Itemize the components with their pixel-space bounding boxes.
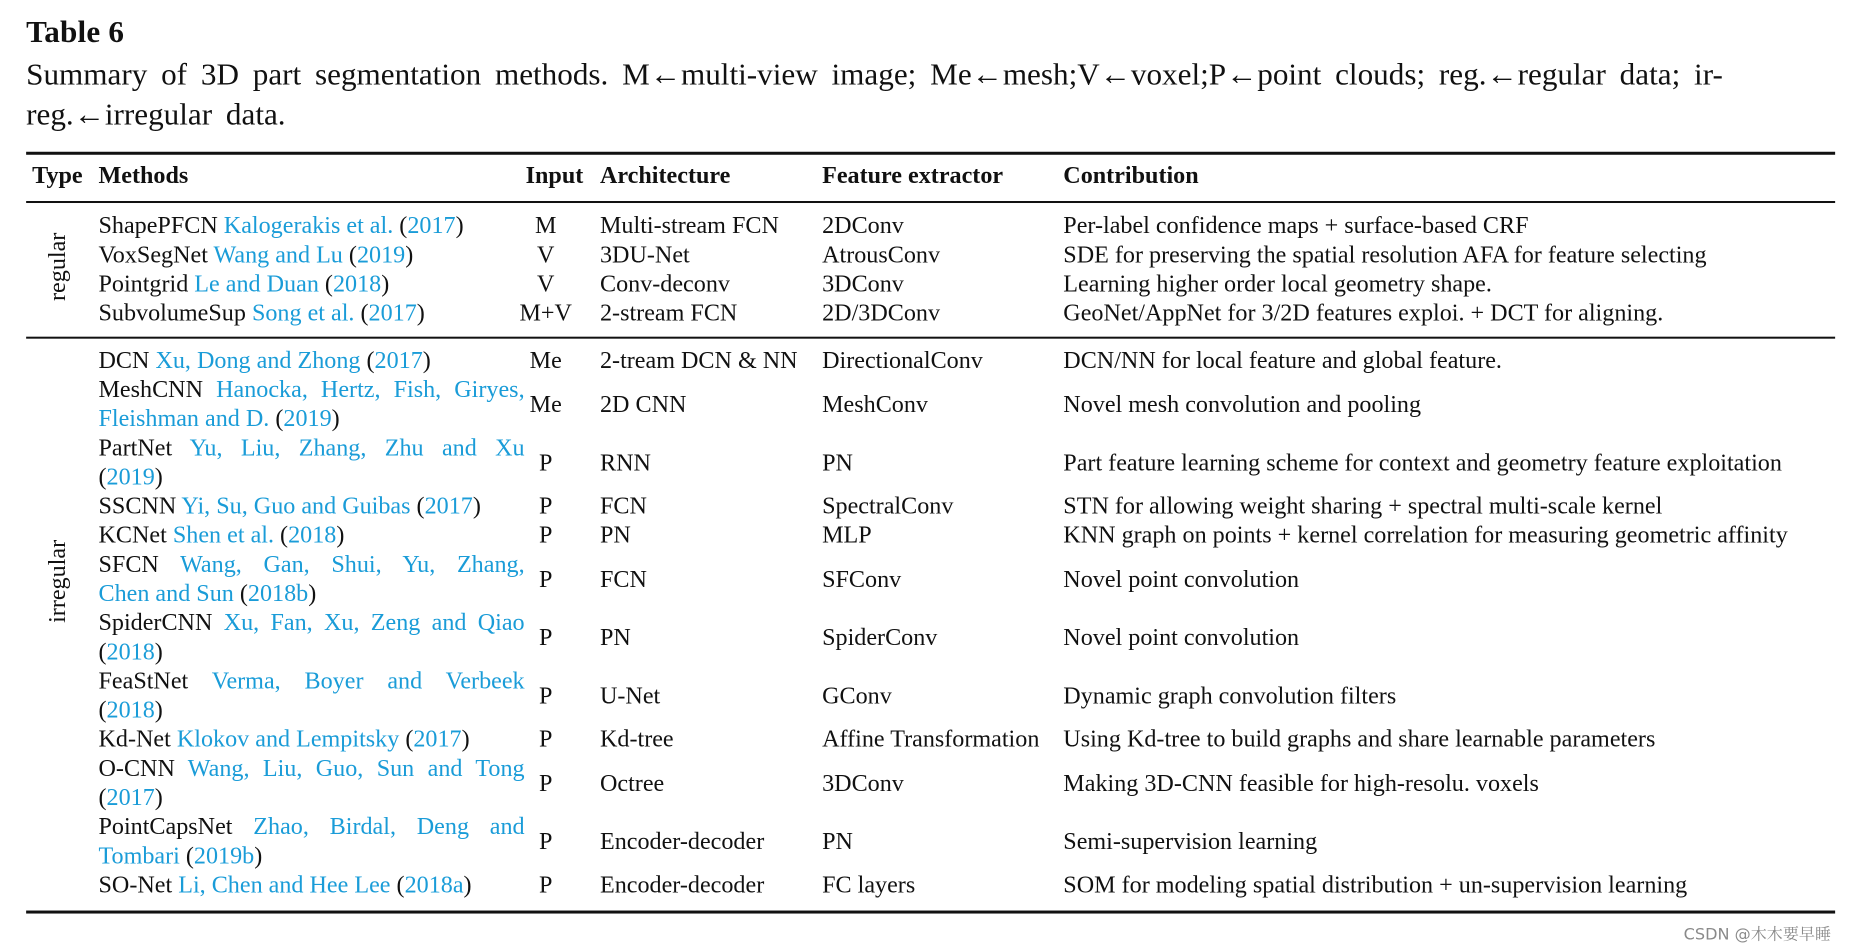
- architecture-cell: 2D CNN: [599, 391, 687, 419]
- citation-authors-cont[interactable]: Fleishman and D.: [98, 406, 270, 433]
- contribution-cell: Part feature learning scheme for context and geometry feature exploitation: [1063, 450, 1782, 477]
- contribution-cell: Using Kd-tree to build graphs and share learnable parameters: [1063, 726, 1656, 753]
- contribution-cell: Novel point convolution: [1063, 566, 1300, 593]
- contribution-cell: Semi-supervision learning: [1063, 829, 1318, 856]
- citation-year[interactable]: 2019: [356, 242, 406, 269]
- method-name: O-CNN: [98, 755, 175, 782]
- feature-extractor-cell: AtrousConv: [822, 242, 941, 269]
- contribution-cell: DCN/NN for local feature and global feature.: [1063, 347, 1502, 374]
- input-cell: M+V: [519, 300, 572, 327]
- citation-authors-cont[interactable]: Chen and Sun: [98, 580, 234, 608]
- citation-authors[interactable]: Wang, Liu, Guo, Sun and Tong: [187, 755, 525, 782]
- header-rule: [26, 201, 1835, 203]
- citation-authors[interactable]: Yu, Liu, Zhang, Zhu and Xu: [189, 435, 525, 462]
- group-label-irregular: irregular: [44, 539, 71, 623]
- header-feature-extractor: Feature extractor: [822, 162, 1004, 189]
- feature-extractor-cell: 3DConv: [822, 271, 904, 298]
- feature-extractor-cell: MLP: [822, 522, 872, 549]
- citation-authors[interactable]: Song et al.: [251, 300, 355, 327]
- header-methods: Methods: [98, 162, 189, 189]
- feature-extractor-cell: 3DConv: [822, 770, 904, 797]
- method-name: MeshCNN: [98, 376, 204, 404]
- citation-year[interactable]: 2019: [283, 406, 332, 433]
- architecture-cell: 2-tream DCN & NN: [599, 347, 798, 374]
- group-separator-rule: [26, 337, 1835, 339]
- citation-year[interactable]: 2017: [407, 213, 456, 240]
- citation-authors[interactable]: Kalogerakis et al.: [223, 213, 394, 240]
- citation-authors-cont[interactable]: Tombari: [98, 843, 180, 870]
- feature-extractor-cell: 2D/3DConv: [822, 300, 941, 327]
- architecture-cell: Kd-tree: [599, 726, 674, 753]
- feature-extractor-cell: GConv: [822, 683, 892, 710]
- contribution-cell: Dynamic graph convolution filters: [1063, 683, 1397, 710]
- input-cell: V: [536, 242, 555, 269]
- method-cell: O-CNN Wang, Liu, Guo, Sun and Tong (2017): [98, 755, 525, 812]
- feature-extractor-cell: MeshConv: [822, 391, 928, 419]
- watermark: CSDN @木木要早睡: [1683, 924, 1832, 944]
- input-cell: P: [538, 770, 553, 797]
- input-cell: M: [534, 213, 557, 240]
- table-caption: [26, 54, 1833, 134]
- feature-extractor-cell: SFConv: [822, 566, 902, 593]
- method-name: Pointgrid: [98, 271, 189, 298]
- method-name: Kd-Net: [98, 726, 171, 753]
- method-name: PartNet: [98, 435, 173, 462]
- input-cell: P: [538, 683, 553, 710]
- input-cell: P: [538, 450, 553, 477]
- citation-authors[interactable]: Klokov and Lempitsky: [176, 726, 400, 753]
- method-name: PointCapsNet: [98, 814, 233, 841]
- citation-year[interactable]: 2017: [374, 347, 423, 374]
- architecture-cell: FCN: [599, 566, 647, 593]
- caption-line-2: reg.←irregular data.: [26, 96, 286, 132]
- header-architecture: Architecture: [599, 162, 731, 189]
- citation-authors[interactable]: Verma, Boyer and Verbeek: [211, 668, 525, 695]
- feature-extractor-cell: 2DConv: [822, 213, 904, 240]
- method-cell: Pointgrid Le and Duan (2018): [98, 271, 390, 298]
- method-name: VoxSegNet: [98, 242, 208, 269]
- contribution-cell: SDE for preserving the spatial resolution AFA for feature selecting: [1063, 242, 1707, 269]
- input-cell: Me: [529, 391, 562, 419]
- header-type: Type: [32, 162, 83, 189]
- citation-year[interactable]: 2019: [106, 464, 155, 491]
- citation-authors[interactable]: Wang and Lu: [213, 242, 343, 269]
- table-label: Table 6: [26, 14, 125, 50]
- method-name: FeaStNet: [98, 668, 189, 695]
- method-cell: PartNet Yu, Liu, Zhang, Zhu and Xu (2019): [98, 435, 525, 491]
- contribution-cell: GeoNet/AppNet for 3/2D features exploi. + DCT for aligning.: [1063, 300, 1664, 327]
- bottom-rule: [26, 911, 1835, 914]
- top-rule: [26, 152, 1835, 155]
- architecture-cell: Octree: [599, 770, 665, 797]
- architecture-cell: 2-stream FCN: [599, 300, 738, 327]
- feature-extractor-cell: DirectionalConv: [822, 347, 983, 374]
- citation-authors[interactable]: Li, Chen and Hee Lee: [178, 872, 391, 899]
- input-cell: P: [538, 522, 553, 549]
- citation-year[interactable]: 2018b: [247, 580, 309, 608]
- contribution-cell: Learning higher order local geometry shape.: [1063, 271, 1492, 298]
- citation-year[interactable]: 2018a: [404, 872, 464, 899]
- method-cell: VoxSegNet Wang and Lu (2019): [98, 242, 414, 269]
- method-cell: SO-Net Li, Chen and Hee Lee (2018a): [98, 872, 472, 899]
- header-contribution: Contribution: [1063, 162, 1199, 189]
- citation-year[interactable]: 2017: [424, 493, 473, 520]
- method-name: SpiderCNN: [98, 610, 213, 637]
- method-cell: SSCNN Yi, Su, Guo and Guibas (2017): [98, 493, 481, 520]
- input-cell: P: [538, 625, 553, 652]
- method-name: DCN: [98, 347, 150, 374]
- citation-authors[interactable]: Shen et al.: [172, 522, 275, 549]
- feature-extractor-cell: PN: [822, 450, 853, 477]
- architecture-cell: Multi-stream FCN: [599, 213, 779, 240]
- contribution-cell: STN for allowing weight sharing + spectral multi-scale kernel: [1063, 493, 1663, 520]
- method-cell: PointCapsNet Zhao, Birdal, Deng and Tombari (2019b): [98, 814, 525, 870]
- contribution-cell: KNN graph on points + kernel correlation for measuring geometric affinity: [1063, 522, 1788, 549]
- citation-year[interactable]: 2019b: [193, 843, 255, 870]
- citation-year[interactable]: 2017: [106, 784, 155, 812]
- group-label-regular: regular: [44, 232, 71, 301]
- header-input: Input: [525, 162, 584, 189]
- method-cell: SubvolumeSup Song et al. (2017): [98, 300, 425, 327]
- architecture-cell: Encoder-decoder: [599, 872, 765, 899]
- method-cell: SpiderCNN Xu, Fan, Xu, Zeng and Qiao (2018): [98, 610, 525, 666]
- citation-year[interactable]: 2017: [413, 726, 462, 753]
- method-name: SO-Net: [98, 872, 173, 899]
- method-cell: ShapePFCN Kalogerakis et al. (2017): [98, 213, 464, 240]
- method-name: SFCN: [98, 551, 159, 578]
- method-name: SubvolumeSup: [98, 300, 246, 327]
- architecture-cell: 3DU-Net: [599, 242, 690, 269]
- citation-year[interactable]: 2018: [106, 639, 155, 666]
- citation-year[interactable]: 2018: [106, 697, 155, 724]
- input-cell: V: [536, 271, 555, 298]
- method-name: ShapePFCN: [98, 213, 218, 240]
- citation-year[interactable]: 2018: [332, 271, 382, 298]
- architecture-cell: PN: [599, 522, 631, 549]
- architecture-cell: PN: [599, 625, 631, 652]
- feature-extractor-cell: SpiderConv: [822, 625, 938, 652]
- caption-line-1: Summary of 3D part segmentation methods. M←multi-view image; Me←mesh;V←voxel;P←point clouds; reg.←regular data; ir-: [26, 56, 1723, 92]
- contribution-cell: SOM for modeling spatial distribution + un-supervision learning: [1063, 872, 1688, 899]
- citation-authors[interactable]: Zhao, Birdal, Deng and: [253, 814, 525, 841]
- method-cell: Kd-Net Klokov and Lempitsky (2017): [98, 726, 470, 753]
- method-cell: KCNet Shen et al. (2018): [98, 522, 345, 549]
- method-name: KCNet: [98, 522, 167, 549]
- architecture-cell: Encoder-decoder: [599, 829, 765, 856]
- method-name: SSCNN: [98, 493, 177, 520]
- input-cell: P: [538, 872, 553, 899]
- input-cell: P: [538, 829, 553, 856]
- input-cell: Me: [529, 347, 562, 374]
- contribution-cell: Per-label confidence maps + surface-based CRF: [1063, 213, 1529, 240]
- citation-authors[interactable]: Yi, Su, Guo and Guibas: [181, 493, 411, 520]
- method-cell: MeshCNN Hanocka, Hertz, Fish, Giryes, Fleishman and D. (2019): [98, 376, 525, 433]
- feature-extractor-cell: SpectralConv: [822, 493, 954, 520]
- input-cell: P: [538, 726, 553, 753]
- architecture-cell: Conv-deconv: [599, 271, 730, 298]
- feature-extractor-cell: FC layers: [822, 872, 916, 899]
- citation-year[interactable]: 2017: [368, 300, 417, 327]
- architecture-cell: U-Net: [599, 683, 661, 710]
- input-cell: P: [538, 566, 553, 593]
- architecture-cell: FCN: [599, 493, 647, 520]
- contribution-cell: Making 3D-CNN feasible for high-resolu. voxels: [1063, 770, 1539, 797]
- method-cell: FeaStNet Verma, Boyer and Verbeek (2018): [98, 668, 525, 724]
- citation-year[interactable]: 2018: [288, 522, 337, 549]
- contribution-cell: Novel point convolution: [1063, 625, 1300, 652]
- citation-authors[interactable]: Le and Duan: [194, 271, 319, 298]
- citation-authors[interactable]: Wang, Gan, Shui, Yu, Zhang,: [180, 551, 525, 578]
- feature-extractor-cell: Affine Transformation: [822, 726, 1040, 753]
- citation-authors[interactable]: Xu, Fan, Xu, Zeng and Qiao: [223, 610, 525, 637]
- citation-authors[interactable]: Hanocka, Hertz, Fish, Giryes,: [216, 376, 525, 404]
- method-cell: SFCN Wang, Gan, Shui, Yu, Zhang, Chen and Sun (2018b): [98, 551, 525, 608]
- architecture-cell: RNN: [599, 450, 651, 477]
- contribution-cell: Novel mesh convolution and pooling: [1063, 391, 1422, 419]
- feature-extractor-cell: PN: [822, 829, 853, 856]
- citation-authors[interactable]: Xu, Dong and Zhong: [155, 347, 361, 374]
- method-cell: DCN Xu, Dong and Zhong (2017): [98, 347, 431, 374]
- input-cell: P: [538, 493, 553, 520]
